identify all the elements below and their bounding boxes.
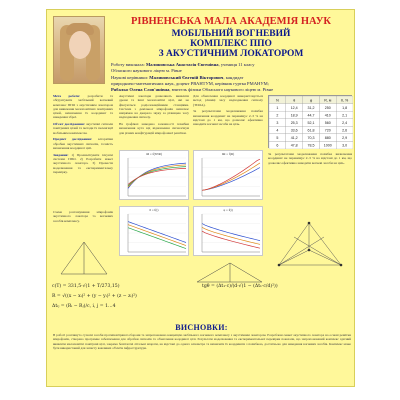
- table-cell: 52,1: [307, 121, 315, 126]
- table-cell: 25,3: [290, 121, 298, 126]
- subject-text: алгоритми обробки акустичних сигналів, точність визначення координат цілі.: [53, 137, 113, 151]
- supervisors-label: Наукові керівники:: [111, 74, 149, 80]
- table-cell: 18,9: [290, 113, 298, 118]
- series-line: [202, 168, 260, 191]
- chart-4: [193, 206, 263, 256]
- conclusions-heading: ВИСНОВКИ:: [175, 323, 228, 332]
- table-cell: R, м: [324, 98, 332, 103]
- table-cell: 2,6: [342, 128, 348, 133]
- title-line: КОМПЛЕКС ППО: [190, 39, 272, 49]
- tdoa-diagram: [192, 260, 267, 286]
- diagram-caption: Схема розташування мікрофонів акустичного локатора та вогневих засобів комплексу.: [53, 210, 113, 223]
- chart-plot: [194, 207, 264, 257]
- supervisor-name-2: Рябалко Олена Слов'янівна: [111, 87, 170, 93]
- table-cell: 33,6: [290, 128, 298, 133]
- object-heading: Об'єкт дослідження:: [53, 122, 85, 127]
- series-line: [128, 168, 186, 184]
- chart-plot: [120, 151, 190, 201]
- table-cell: 2: [276, 113, 279, 118]
- formula: R = √((x − xᵢ)² + (y − yᵢ)² + (z − zᵢ)²): [52, 294, 137, 299]
- table-cell: 47,8: [290, 143, 298, 148]
- series-line: [128, 222, 186, 243]
- triangle-diagram: [55, 238, 113, 278]
- table-cell: 1,8: [342, 105, 348, 110]
- table-cell: 6: [276, 143, 279, 148]
- table-cell: 250: [324, 105, 331, 110]
- table-cell: 3,0: [342, 143, 348, 148]
- chart-plot: [194, 151, 264, 201]
- table-cell: 12,4: [290, 105, 298, 110]
- tasks-heading: Завдання:: [53, 152, 69, 157]
- series-line: [128, 165, 186, 187]
- series-line: [202, 163, 260, 190]
- chart-title: δR = f(R): [221, 152, 235, 156]
- title-line: МОБІЛЬНИЙ ВОГНЕВИЙ: [171, 29, 291, 39]
- middle-paragraph: На графіках наведено залежності похибки визначення кута від відношення сигнал/шум для різних конфігурацій мікрофонної решітки.: [119, 122, 189, 135]
- table-cell: δ, %: [340, 98, 349, 103]
- right-note: За результатами моделювання похибка визначення координат не перевищує 2–3 % на відстані до 1 км, що дозволяє ефективно наводити вогневі засоби на ціль.: [268, 152, 352, 165]
- supervisor-info-2: , вчитель фізики Обласного наукового ліцею м. Рівне: [169, 87, 274, 93]
- authors-block: [111, 62, 351, 93]
- formulas-block: [52, 284, 352, 316]
- table-cell: 44,7: [307, 113, 315, 118]
- left-bottom-note: [53, 210, 113, 225]
- right-paragraph: За результатами моделювання похибка визначення координат не перевищує 2–3 % на відстані до 1 км, що дозволяє ефективно наводити вогневі засоби на ціль.: [193, 109, 263, 127]
- table-cell: 880: [324, 136, 331, 141]
- series-line: [128, 167, 186, 186]
- supervisor-name: Малиновський Євгеній Вікторович: [149, 74, 224, 80]
- goal-text: розробити та обґрунтувати мобільний вогневий комплекс ППО з акустичним локатором для виявлення малопомітних повітряних цілей, визначення їх координат та наведення зброї.: [53, 94, 113, 120]
- table-cell: φ: [309, 98, 313, 103]
- table-cell: 3: [276, 121, 279, 126]
- table-cell: 78,5: [307, 143, 315, 148]
- table-cell: 2,9: [342, 136, 348, 141]
- author-photo: [53, 16, 105, 84]
- table-cell: 410: [324, 113, 331, 118]
- chart-1: [119, 150, 189, 200]
- table-cell: θ: [293, 98, 296, 103]
- right-paragraph: Для обчислення координат використовується метод різниці часу надходження сигналу (TDOA).: [193, 94, 263, 107]
- left-text-column: [53, 94, 113, 177]
- poster-title: [111, 29, 351, 59]
- chart-title: θ = f(t): [149, 208, 159, 212]
- chart-plot: [120, 207, 190, 257]
- author-info: , учениця 11 класу: [218, 62, 255, 67]
- right-text-column: [193, 94, 263, 129]
- table-cell: 1: [276, 105, 279, 110]
- author-school: Обласного наукового ліцею м. Рівне: [111, 68, 182, 74]
- author-label: Роботу виконала:: [111, 62, 145, 67]
- chart-2: [193, 150, 263, 200]
- formula: c(T) = 331,5·√(1 + T/273,15): [52, 284, 120, 289]
- series-line: [128, 228, 186, 249]
- table-cell: 2,1: [342, 113, 348, 118]
- table-cell: N: [276, 98, 279, 103]
- formula: tgθ = (Δt₁·c)/(d·√(1 − (Δt₁·c/d)²)): [202, 284, 278, 289]
- series-line: [202, 224, 260, 241]
- middle-text-column: [119, 94, 189, 137]
- formula: Δtᵢⱼ = (Rᵢ − Rⱼ)/c, i, j = 1…4: [52, 304, 116, 309]
- title-line: З АКУСТИЧНИМ ЛОКАТОРОМ: [158, 49, 304, 59]
- table-cell: 31,2: [307, 105, 315, 110]
- table-cell: 61,8: [307, 128, 315, 133]
- object-text: акустичні сигнали повітряних цілей та методи їх пеленгації мобільним комплексом.: [53, 122, 113, 135]
- chart-3: [119, 206, 189, 256]
- series-line: [202, 159, 260, 190]
- poster: [46, 9, 355, 387]
- chart-title: φ = f(t): [223, 208, 233, 212]
- supervisor-info: , кандидат: [223, 74, 244, 80]
- table-cell: 1000: [323, 143, 332, 148]
- table-cell: 5: [276, 136, 279, 141]
- author-name: Малиновська Анастасія Євгенівна: [145, 62, 219, 67]
- table-cell: 41,2: [290, 136, 298, 141]
- right-notes: [268, 152, 352, 167]
- table-cell: 4: [276, 128, 279, 133]
- chart-title: δθ = f(SNR): [146, 152, 162, 156]
- subject-heading: Предмет дослідження:: [53, 137, 93, 142]
- table-cell: 70,3: [307, 136, 315, 141]
- supervisor-details: природничо-математичних наук, доцент РВАНТУМ, керівник гуртка РМАНУМ;: [111, 80, 269, 86]
- microphone-layout-diagram: [269, 215, 351, 275]
- table-cell: 560: [324, 121, 331, 126]
- goal-heading: Мета роботи:: [53, 94, 81, 98]
- table-cell: 720: [324, 128, 331, 133]
- middle-paragraph: Акустичні локатори дозволяють виявляти дрони та інші малопомітні цілі, які не фіксуються радіолокаційними станціями. Система з декількох мікрофонів визначає напрямок на джерело звуку за різницею часу надходження сигналу.: [119, 94, 189, 120]
- conclusions-text: В роботі розглянуто сучасні засоби протиповітряної оборони та запропоновано концепцію мобільного вогневого комплексу з акустичним локатором. Розроблено макет акустичного локатора на основі решітки мікрофонів, створено програмне забезпечення для обробки сигналів та обчислення координат цілі. Результати моделювання та експериментальної перевірки показали, що запропонований комплекс здатний виявляти малопомітні повітряні цілі, зокрема безпілотні літальні апарати, на відстані до одного кілометра та визначати їх координати з похибкою, достатньою для наведення вогневих засобів. Комплекс може бути використаний для захисту важливих об'єктів інфраструктури.: [53, 333, 351, 350]
- table-cell: 2,4: [342, 121, 348, 126]
- academy-heading: РІВНЕНСЬКА МАЛА АКАДЕМІЯ НАУК: [130, 16, 332, 27]
- tasks-text: 1) Проаналізувати існуючі системи ППО. 2) Розробити макет акустичного локатора. 3) Провести моделювання та експериментальну перевірку.: [53, 152, 113, 174]
- results-table-grid: [269, 96, 353, 149]
- series-line: [202, 227, 260, 244]
- results-table: [268, 95, 352, 148]
